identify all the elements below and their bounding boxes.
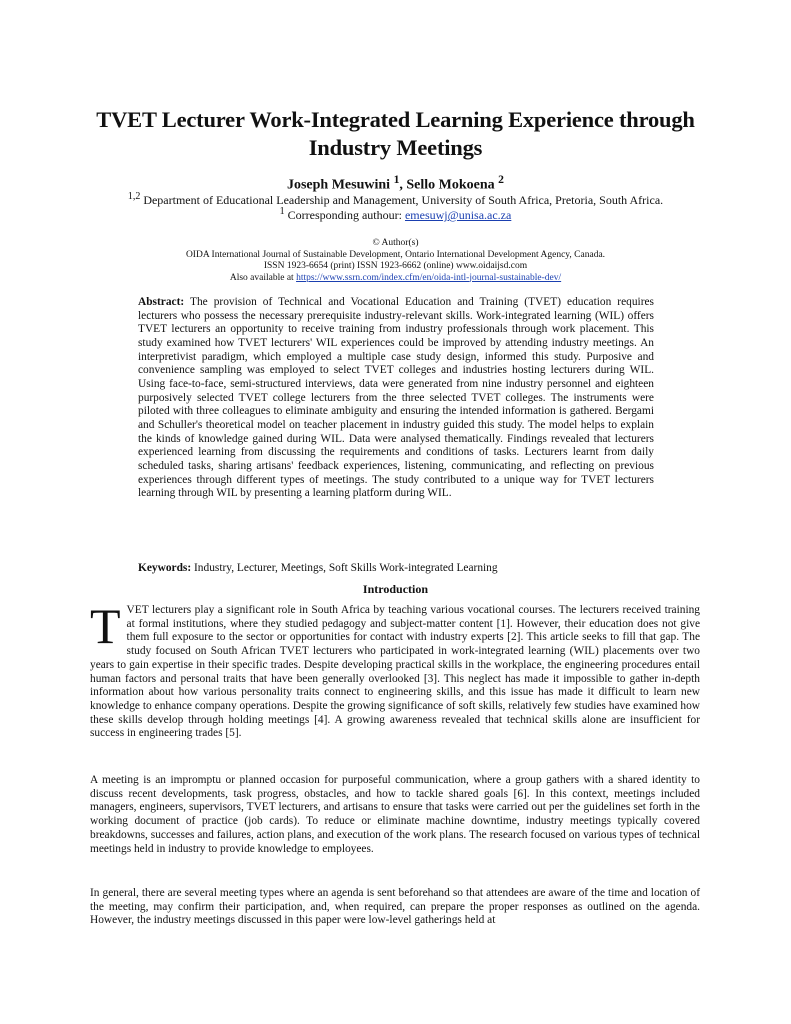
- copyright-line: © Author(s): [372, 238, 419, 248]
- introduction-paragraph: A meeting is an impromptu or planned occasion for purposeful communication, where a group gathers with a shared identity to discuss recent developments, task progress, obstacles, and how to tackle shared goals [6]. In this context, meetings included managers, engineers, supervisors, TVET lecturers, and artisans to ensure that tasks were carried out per the guidelines set forth in the working document of practice (job cards). To reduce or eliminate machine downtime, industry meetings typically covered breakdowns, successes and failures, action plans, and execution of the work plans. The research focused on various types of technical meetings held in industry to provide knowledge to employees.: [90, 774, 700, 855]
- paper-title: TVET Lecturer Work-Integrated Learning Experience through Industry Meetings: [96, 107, 695, 160]
- keywords-text: Industry, Lecturer, Meetings, Soft Skills Work-integrated Learning: [191, 562, 498, 574]
- abstract-label: Abstract:: [138, 296, 185, 308]
- issn-line: ISSN 1923-6654 (print) ISSN 1923-6662 (online) www.oidaijsd.com: [263, 261, 528, 271]
- author-separator: ,: [399, 177, 407, 193]
- corresponding-label: Corresponding authour:: [287, 208, 405, 222]
- introduction-paragraph: In general, there are several meeting types where an agenda is sent beforehand so that attendees are aware of the time and location of the meeting, may confirm their participation, and, when required, can prepare the proper responses as outlined on the agenda. However, the industry meetings discussed in this paper were low-level gatherings held at: [90, 887, 700, 927]
- abstract-text: The provision of Technical and Vocational Education and Training (TVET) education requires lecturers who possess the necessary prerequisite industry-relevant skills. Work-integrated learning (WIL) offers TVET lecturers an opportunity to receive training from industry professionals through work placement. This study examined how TVET lecturers' WIL experiences could be improved by attending industry meetings. An interpretivist paradigm, which employed a multiple case study design, informed this study. Purposive and convenience sampling was employed to select TVET colleges and industries hosting lecturers during WIL. Using face-to-face, semi-structured interviews, data were generated from nine industry personnel and eighteen purposively selected TVET college lecturers from the three selected TVET colleges. The instruments were piloted with three colleagues to eliminate ambiguity and ensuring the intended information is gathered. Bergami and Schuller's theoretical model on teacher placement in industry guided this study. The model helps to explain the kinds of knowledge gained during WIL. Data were analysed thematically. Findings revealed that lecturers experienced learning from discussing the requirements and conditions of tasks. Lecturers learnt from daily scheduled tasks, sharing artisans' feedback experiences, listening, communicating, and reflecting on previous experiences through different types of meetings. The study contributed to a unique way for TVET lecturers learning through WIL by presenting a learning platform during WIL.: [138, 296, 654, 500]
- author-name: Joseph Mesuwini: [286, 177, 391, 193]
- ssrn-link[interactable]: https://www.ssrn.com/index.cfm/en/oida-intl-journal-sustainable-dev/: [296, 272, 562, 283]
- corresponding-mark: 1: [279, 206, 285, 217]
- drop-cap: T: [90, 598, 121, 654]
- author-affiliation-mark: 1: [393, 173, 400, 186]
- keywords: [138, 561, 654, 575]
- section-heading-introduction: Introduction: [362, 582, 429, 596]
- author-name: Sello Mokoena: [406, 177, 495, 193]
- keywords-label: Keywords:: [138, 562, 192, 574]
- availability-line: [60, 273, 731, 285]
- abstract: [138, 296, 654, 501]
- author-affiliation-mark: 2: [498, 173, 504, 186]
- affiliation-text: Department of Educational Leadership and Management, University of South Africa, Pretoria, South Africa.: [143, 193, 664, 207]
- journal-line: OIDA International Journal of Sustainable Development, Ontario International Development Agency, Canada.: [185, 249, 606, 260]
- availability-prefix: Also available at: [229, 272, 297, 283]
- corresponding-email-link[interactable]: emesuwj@unisa.ac.za: [404, 208, 512, 222]
- introduction-paragraph: [90, 598, 700, 741]
- copyright-block: [60, 238, 731, 284]
- affiliation-mark: 1,2: [127, 191, 141, 202]
- corresponding-author: [60, 204, 731, 223]
- paragraph-text: VET lecturers play a significant role in South Africa by teaching various vocational courses. The lecturers received training at formal institutions, where they studied pedagogy and subject-matter content [1]. However, their education does not give them full exposure to the sector or opportunities for contact with industry experts [2]. This article seeks to fill that gap. The study focused on South African TVET lecturers who participated in work-integrated learning (WIL) placements over two years to gain expertise in their specific trades. Despite developing practical skills in the workplace, the engineering procedures entail human factors and personal traits that have been generally overlooked [3]. This neglect has made it impossible to gather in-depth information about how various personality traits connect to engineering skills, and this issue has made it difficult to learn new knowledge to enhance company operations. Despite the growing significance of soft skills, relatively few studies have examined how these skills develop through holding meetings [4]. A growing awareness revealed that technical skills alone are insufficient for success in engineering trades [5].: [90, 604, 700, 740]
